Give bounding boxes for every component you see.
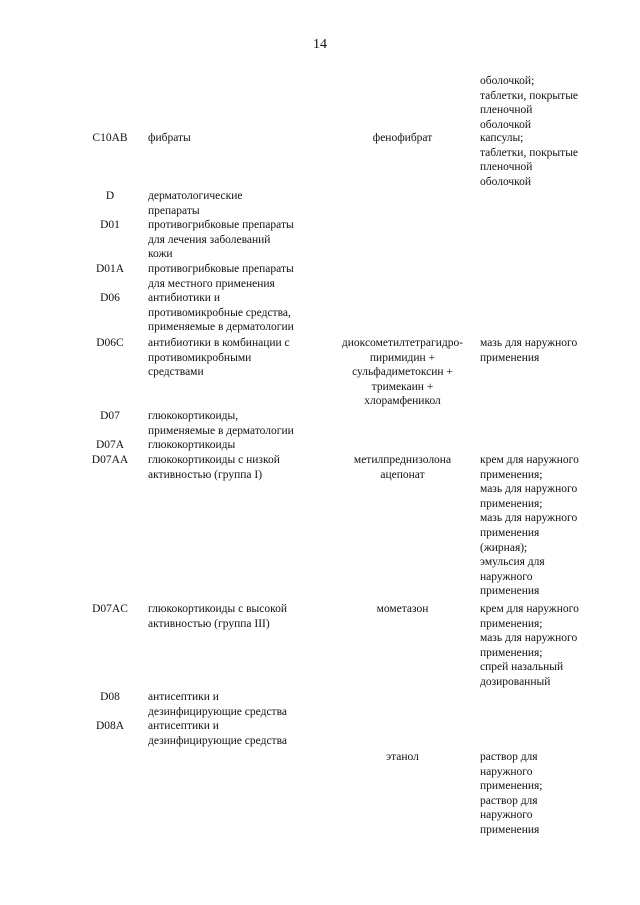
dosage-form: крем для наружного применения; мазь для наружного применения; мазь для наружного применения (жирная); эмульсия для наружного применения	[480, 454, 579, 598]
group-name: глюкокортикоиды	[148, 439, 236, 451]
atc-code: D08A	[95, 720, 125, 732]
drug-name: мометазон	[376, 603, 429, 615]
atc-code: D06	[100, 292, 120, 304]
group-name: антибиотики в комбинации с противомикробными средствами	[148, 337, 290, 379]
atc-code: D07AA	[91, 454, 129, 466]
group-name: противогрибковые препараты для лечения заболеваний кожи	[148, 219, 294, 261]
atc-code: D	[105, 190, 115, 202]
drug-name: метилпреднизолона ацепонат	[353, 454, 452, 481]
atc-code: D01A	[95, 263, 125, 275]
group-name: глюкокортикоиды с высокой активностью (группа III)	[148, 603, 288, 630]
group-name: антисептики и дезинфицирующие средства	[148, 720, 287, 747]
group-name: глюкокортикоиды с низкой активностью (группа I)	[148, 454, 280, 481]
dosage-form: оболочкой; таблетки, покрытые пленочной оболочкой	[480, 75, 579, 131]
atc-code: D01	[100, 219, 120, 231]
page-number: 14	[313, 37, 327, 52]
atc-code: D07A	[95, 439, 125, 451]
group-name: противогрибковые препараты для местного применения	[148, 263, 294, 290]
drug-name: этанол	[386, 751, 419, 763]
group-name: антисептики и дезинфицирующие средства	[148, 691, 287, 718]
drug-name: диоксометилтетрагидро- пиримидин + сульфадиметоксин + тримекаин + хлорамфеникол	[341, 337, 464, 408]
atc-code: D07	[100, 410, 120, 422]
atc-code: D07AC	[92, 603, 128, 615]
group-name: фибраты	[148, 132, 191, 144]
atc-code: D06C	[96, 337, 124, 349]
dosage-form: мазь для наружного применения	[480, 337, 578, 364]
drug-name: фенофибрат	[372, 132, 433, 144]
dosage-form: капсулы; таблетки, покрытые пленочной оболочкой	[480, 132, 579, 188]
dosage-form: раствор для наружного применения; раствор для наружного применения	[480, 751, 543, 836]
group-name: дерматологические препараты	[148, 190, 243, 217]
dosage-form: крем для наружного применения; мазь для наружного применения; спрей назальный дозированный	[480, 603, 579, 688]
group-name: глюкокортикоиды, применяемые в дерматологии	[148, 410, 294, 437]
atc-code: D08	[100, 691, 120, 703]
atc-code: C10AB	[92, 132, 128, 144]
group-name: антибиотики и противомикробные средства, применяемые в дерматологии	[148, 292, 294, 334]
